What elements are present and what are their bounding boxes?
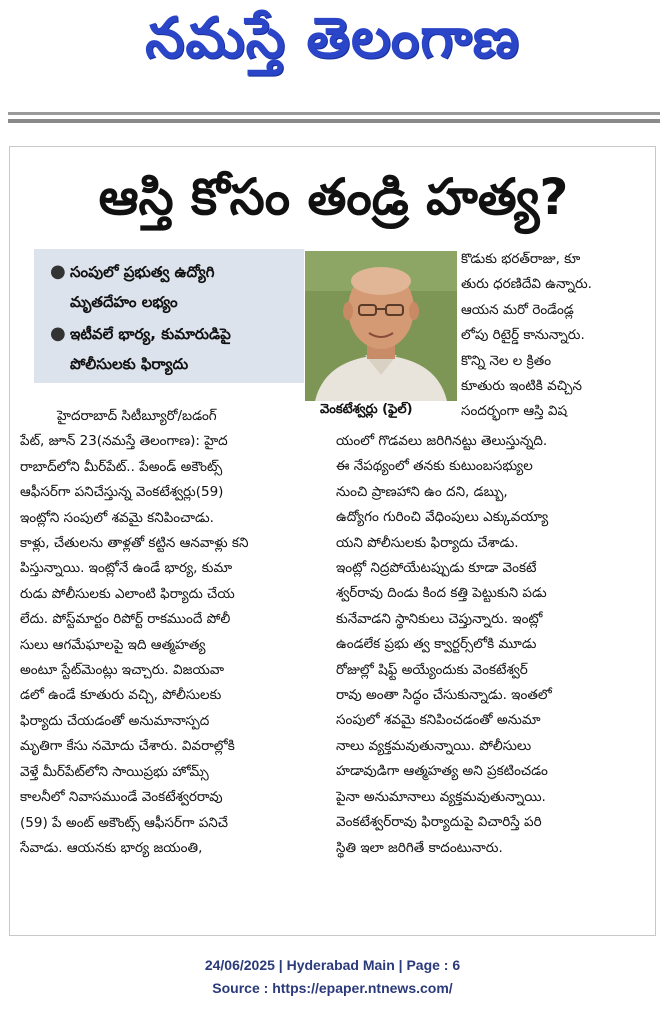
text-line: లేదు. పోస్ట్‌మార్టం రిపోర్ట్ రాకముందే పోలీ <box>20 611 231 628</box>
text-line: లోపు రిటైర్డ్ కానున్నారు. <box>461 327 585 344</box>
footer-date-edition: 24/06/2025 | Hyderabad Main | Page : 6 <box>204 957 461 973</box>
text-line: హడావుడిగా ఆత్మహత్య అని ప్రకటించడం <box>336 763 548 780</box>
text-line: యంలో గొడవలు జరిగినట్టు తెలుస్తున్నది. <box>336 433 548 449</box>
text-line: కూతురు ఇంటికి వచ్చిన <box>461 378 582 395</box>
body-column-left <box>20 404 324 861</box>
text-line: హైదరాబాద్ సిటీబ్యూరో/బడంగ్ <box>57 408 217 424</box>
masthead <box>0 0 665 90</box>
text-line: నాలు వ్యక్తమవుతున్నాయి. పోలీసులు <box>336 737 532 754</box>
text-line: (59) పే అంట్ అకౌంట్స్ ఆఫీసర్‌గా పనిచే <box>20 814 229 831</box>
text-line: రుడు పోలీసులకు ఎలాంటి ఫిర్యాదు చేయ <box>20 585 235 602</box>
text-line: కొడుకు భరత్‌రాజు, కూ <box>461 251 581 267</box>
article-headline: ఆస్తి కోసం తండ్రి హత్య? <box>98 168 569 226</box>
masthead-rule-top <box>8 112 660 115</box>
text-line: వెళ్తే మీర్‌పేట్‌లోని సాయిప్రభు హోమ్స్ <box>20 763 209 780</box>
person-portrait-icon <box>305 251 457 401</box>
text-line: ఆయన మరో రెండేండ్ల <box>461 301 574 318</box>
text-line: యని పోలీసులకు ఫిర్యాదు చేశాడు. <box>336 534 519 551</box>
body-column-right-top <box>461 247 646 425</box>
text-line: ఉద్యోగం గురించి వేధింపులు ఎక్కువయ్యా <box>336 509 549 526</box>
text-line: ఇంట్లోని సంపులో శవమై కనిపించాడు. <box>20 509 214 526</box>
text-line: కాళ్లు, చేతులను తాళ్లతో కట్టిన ఆనవాళ్లు కని <box>20 535 249 552</box>
bullet-icon: ● <box>50 261 66 282</box>
text-line: అంటూ స్టేట్‌మెంట్లు ఇచ్చారు. విజయవా <box>20 662 224 679</box>
text-line: స్థితి ఇలా జరిగితే కాదంటునారు. <box>336 839 503 856</box>
text-line: కునేవాడని స్థానికులు చెప్తున్నారు. ఇంట్లో <box>336 610 543 627</box>
highlight-line: మృతదేహం లభ్యం <box>70 293 178 311</box>
text-line: ఆఫీసర్‌గా పనిచేస్తున్న వెంకటేశ్వర్లు(59) <box>20 484 224 501</box>
text-line: పైనా అనుమానాలు వ్యక్తమవుతున్నాయి. <box>336 788 546 805</box>
text-line: శ్వర్‌రావు దిండు కింద కత్తి పెట్టుకుని పడు <box>336 585 547 602</box>
text-line: కొన్ని నెల ల క్రితం <box>461 352 552 369</box>
text-line: డలో ఉండే కూతురు వచ్చి, పోలీసులకు <box>20 687 222 704</box>
text-line: రోజుల్లో షిఫ్ట్ అయ్యేందుకు వెంకటేశ్వర్ <box>336 661 528 678</box>
masthead-title: నమస్తే తెలంగాణ <box>145 6 520 71</box>
text-line: రావు అంతా సిద్ధం చేసుకున్నాడు. ఇంతలో <box>336 687 552 704</box>
highlight-line: పోలీసులకు ఫిర్యాదు <box>70 355 189 373</box>
text-line: సేవాడు. ఆయనకు భార్య జయంతి, <box>20 839 203 856</box>
bullet-icon: ● <box>50 323 66 344</box>
body-column-right <box>336 429 646 861</box>
highlight-item <box>50 257 298 317</box>
text-line: ఇంట్లో నిద్రపోయేటప్పుడు కూడా వెంకటే <box>336 560 537 577</box>
text-line: కాలనీలో నివాసముండే వెంకటేశ్వరరావు <box>20 789 223 806</box>
highlights-box <box>34 249 304 383</box>
text-line: పిస్తున్నాయి. ఇంట్లోనే ఉండే భార్య, కుమా <box>20 560 233 577</box>
text-line: మృతిగా కేసు నమోదు చేశారు. వివరాల్లోకి <box>20 738 235 755</box>
text-line: పేట్, జూన్ 23(నమస్తే తెలంగాణ): హైద <box>20 433 228 450</box>
text-line: నుంచి ప్రాణహాని ఉం దని, డబ్బు, <box>336 483 508 500</box>
masthead-rule-bottom <box>8 119 660 123</box>
article-clipping <box>9 146 656 936</box>
text-line: సులు ఆగమేఘాలపై ఇది ఆత్మహత్య <box>20 636 206 653</box>
highlight-line: ఇటీవలే భార్య, కుమారుడిపై <box>70 325 231 343</box>
text-line: ఉండలేక ప్రభు త్వ క్వార్టర్స్‌లోకి మూడు <box>336 636 537 653</box>
text-line: తురు ధరణిదేవి ఉన్నారు. <box>461 276 592 293</box>
highlight-item <box>50 319 298 379</box>
text-line: సందర్భంగా ఆస్తి విష <box>461 403 568 420</box>
portrait-photo <box>305 251 457 401</box>
photo-caption: వెంకటేశ్వర్లు (ఫైల్) <box>320 402 413 417</box>
highlight-line: సంపులో ప్రభుత్వ ఉద్యోగి <box>70 263 215 281</box>
text-line: రాబాద్‌లోని మీర్‌పేట్.. పేఅండ్ అకౌంట్స్ <box>20 458 223 475</box>
text-line: సంపులో శవమై కనిపించడంతో అనుమా <box>336 712 541 729</box>
text-line: ఈ నేపథ్యంలో తనకు కుటుంబసభ్యుల <box>336 458 533 475</box>
footer-source-link[interactable]: Source : https://epaper.ntnews.com/ <box>212 980 453 996</box>
text-line: వెంకటేశ్వర్‌రావు ఫిర్యాదుపై విచారిస్తే పరి <box>336 814 542 831</box>
text-line: ఫిర్యాదు చేయడంతో అనుమానాస్పద <box>20 712 210 729</box>
